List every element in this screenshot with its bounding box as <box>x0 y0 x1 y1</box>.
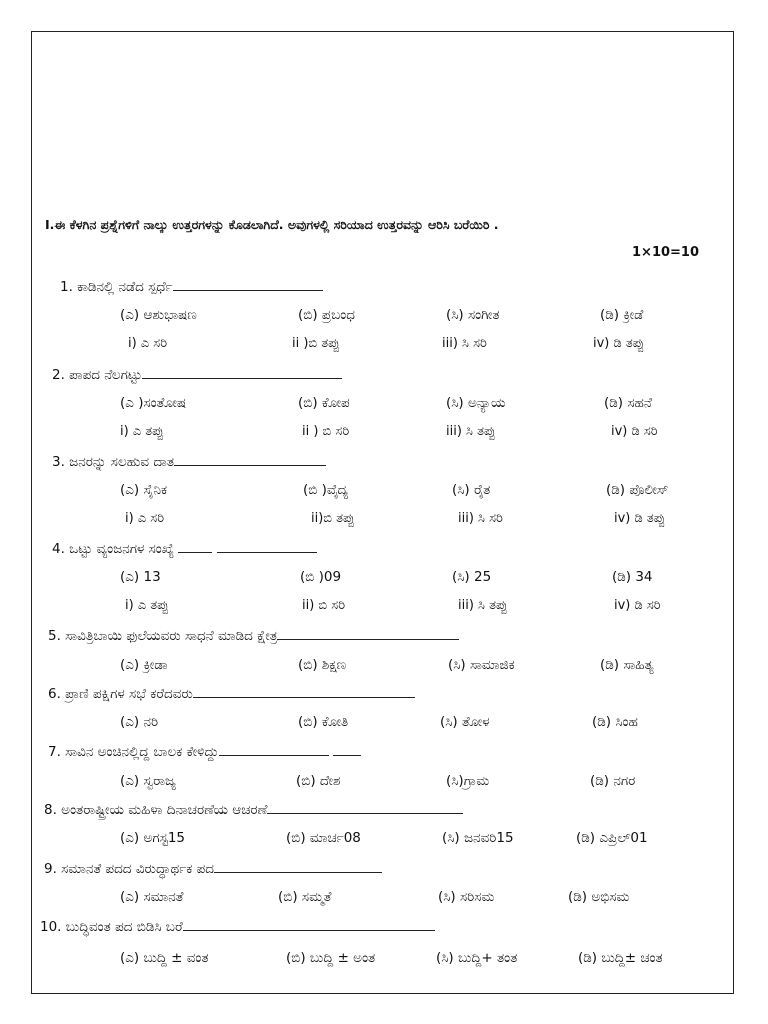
question-3-text: 3. ಜನರನ್ನು ಸಲಹುವ ದಾತ <box>52 454 174 470</box>
answer-choice-ii: ii ) ಬಿ ಸರಿ <box>302 424 350 439</box>
option-d: (ಡಿ) ಪೊಲೀಸ್ <box>606 482 669 498</box>
answer-choice-iii: iii) ಸಿ ತಪ್ಪು <box>458 598 508 613</box>
answer-choice-iv: iv) ಡಿ ತಪ್ಪು <box>614 511 666 526</box>
option-d: (ಡಿ) ನಗರ <box>590 773 636 789</box>
answer-blank <box>174 453 326 466</box>
option-a: (ಎ )ಸಂತೋಷ <box>120 395 187 411</box>
option-b: (ಬಿ )09 <box>300 569 342 585</box>
option-c: (ಸಿ)ಗ್ರಾಮ <box>446 773 490 789</box>
option-c: (ಸಿ) ಬುದ್ದಿ+ ತಂತ <box>436 950 518 966</box>
question-9-text: 9. ಸಮಾನತೆ ಪದದ ವಿರುದ್ಧಾರ್ಥಕ ಪದ <box>44 861 214 877</box>
answer-choice-i: i) ಎ ಸರಿ <box>125 511 165 526</box>
question-8-text: 8. ಅಂತರಾಷ್ಟ್ರೀಯ ಮಹಿಳಾ ದಿನಾಚರಣೆಯ ಆಚರಣೆ <box>44 802 268 818</box>
option-b: (ಬಿ) ಸಮ್ಮತೆ <box>278 889 332 905</box>
option-c: (ಸಿ) ಸಾಮಾಜಿಕ <box>448 657 515 673</box>
answer-choice-i: i) ಎ ತಪ್ಪು <box>120 424 164 439</box>
option-c: (ಸಿ) ಸಂಗೀತ <box>446 307 500 323</box>
option-c: (ಸಿ) ರೈತ <box>452 482 491 498</box>
option-d: (ಡಿ) 34 <box>612 569 653 585</box>
option-b: (ಬಿ) ಕೋತಿ <box>298 714 349 730</box>
question-10 <box>40 918 435 935</box>
answer-blank <box>178 540 212 553</box>
question-5-text: 5. ಸಾವಿತ್ರಿಬಾಯಿ ಫುಲೆಯವರು ಸಾಧನೆ ಮಾಡಿದ ಕ್ಷೇತ್ರ <box>48 628 278 644</box>
option-a: (ಎ) ಬುದ್ದಿ ± ವಂತ <box>120 950 209 966</box>
option-b: (ಬಿ) ಶಿಕ್ಷಣ <box>298 657 347 673</box>
option-a: (ಎ) ಸೈನಿಕ <box>120 482 168 498</box>
answer-choice-iii: iii) ಸಿ ತಪ್ಪು <box>446 424 496 439</box>
option-c: (ಸಿ) 25 <box>452 569 492 585</box>
question-2 <box>52 366 342 383</box>
option-c: (ಸಿ) ತೋಳ <box>440 714 490 730</box>
answer-choice-iv: iv) ಡಿ ತಪ್ಪು <box>593 336 645 351</box>
question-5 <box>48 627 459 644</box>
question-6-text: 6. ಪ್ರಾಣಿ ಪಕ್ಷಿಗಳ ಸಭೆ ಕರೆದವರು <box>48 686 193 702</box>
option-b: (ಬಿ )ವೈದ್ಯ <box>303 482 349 498</box>
answer-choice-iv: iv) ಡಿ ಸರಿ <box>611 424 658 439</box>
option-d: (ಡಿ) ಎಪ್ರಿಲ್01 <box>576 830 648 846</box>
answer-choice-i: i) ಎ ಸರಿ <box>128 336 168 351</box>
instruction-heading: I.ಈ ಕೆಳಗಿನ ಪ್ರಶ್ನೆಗಳಿಗೆ ನಾಲ್ಕು ಉತ್ತರಗಳನ್ನು ಕೊಡಲಾಗಿದೆ. ಅವುಗಳಲ್ಲಿ ಸರಿಯಾದ ಉತ್ತರವನ್ನು ಆರಿಸಿ ಬರೆಯಿರಿ . <box>45 217 499 232</box>
question-7-text: 7. ಸಾವಿನ ಅಂಚಿನಲ್ಲಿದ್ದ ಬಾಲಕ ಕೇಳಿದ್ದು <box>48 744 219 760</box>
answer-blank <box>214 860 382 873</box>
option-d: (ಡಿ) ಸಹನೆ <box>604 395 652 411</box>
question-4 <box>52 540 317 557</box>
answer-choice-iii: iii) ಸಿ ಸರಿ <box>442 336 487 351</box>
option-a: (ಎ) ಸ್ವರಾಜ್ಯ <box>120 773 176 789</box>
question-1-text: 1. ಕಾಡಿನಲ್ಲಿ ನಡೆದ ಸ್ಪರ್ಧೆ <box>60 279 173 295</box>
option-a: (ಎ) 13 <box>120 569 161 585</box>
option-b: (ಬಿ) ಮಾರ್ಚ08 <box>286 830 361 846</box>
option-a: (ಎ) ಆಶುಭಾಷಣ <box>120 307 197 323</box>
answer-blank <box>267 801 463 814</box>
question-6 <box>48 685 415 702</box>
option-d: (ಡಿ) ಸಾಹಿತ್ಯ <box>600 657 654 673</box>
option-c: (ಸಿ) ಜನವರಿ15 <box>442 830 514 846</box>
option-a: (ಎ) ಅಗಸ್ಟ15 <box>120 830 186 846</box>
option-c: (ಸಿ) ಅನ್ಯಾಯ <box>446 395 506 411</box>
option-d: (ಡಿ) ಅಭಿಸಮ <box>568 889 630 905</box>
answer-choice-ii: ii) ಬಿ ಸರಿ <box>302 598 346 613</box>
answer-blank <box>219 743 329 756</box>
answer-blank <box>193 685 415 698</box>
option-b: (ಬಿ) ಬುದ್ದಿ ± ಅಂತ <box>286 950 376 966</box>
option-d: (ಡಿ) ಕ್ರೀಡೆ <box>600 307 644 323</box>
marks-label: 1×10=10 <box>632 245 700 260</box>
answer-choice-ii: ii)ಬಿ ತಪ್ಪು <box>311 511 355 526</box>
option-a: (ಎ) ಕ್ರೀಡಾ <box>120 657 168 673</box>
question-7 <box>48 743 361 760</box>
answer-blank <box>173 278 323 291</box>
answer-blank <box>277 627 459 640</box>
answer-blank <box>333 743 361 756</box>
option-b: (ಬಿ) ಪ್ರಬಂಧ <box>298 307 355 323</box>
question-3 <box>52 453 326 470</box>
answer-blank <box>142 366 342 379</box>
answer-blank <box>183 918 435 931</box>
option-d: (ಡಿ) ಸಿಂಹ <box>592 714 638 730</box>
answer-choice-i: i) ಎ ತಪ್ಪು <box>125 598 169 613</box>
question-9 <box>44 860 382 877</box>
question-2-text: 2. ಪಾಪದ ನೆಲಗಟ್ಟು <box>52 367 143 383</box>
question-4-text: 4. ಒಟ್ಟು ವ್ಯಂಜನಗಳ ಸಂಖ್ಯೆ <box>52 541 175 557</box>
answer-choice-iii: iii) ಸಿ ಸರಿ <box>458 511 503 526</box>
option-a: (ಎ) ನರಿ <box>120 714 159 730</box>
question-8 <box>44 801 463 818</box>
question-1 <box>60 278 323 295</box>
question-10-text: 10. ಬುದ್ಧಿವಂತ ಪದ ಬಿಡಿಸಿ ಬರೆ <box>40 919 183 935</box>
answer-choice-iv: iv) ಡಿ ಸರಿ <box>614 598 661 613</box>
answer-choice-ii: ii )ಬಿ ತಪ್ಪು <box>292 336 340 351</box>
option-d: (ಡಿ) ಬುದ್ದಿ± ಚಂತ <box>578 950 663 966</box>
option-b: (ಬಿ) ಕೋಪ <box>298 395 350 411</box>
answer-blank <box>217 540 317 553</box>
option-b: (ಬಿ) ದೇಶ <box>296 773 341 789</box>
option-a: (ಎ) ಸಮಾನತೆ <box>120 889 184 905</box>
option-c: (ಸಿ) ಸರಿಸಮ <box>438 889 495 905</box>
